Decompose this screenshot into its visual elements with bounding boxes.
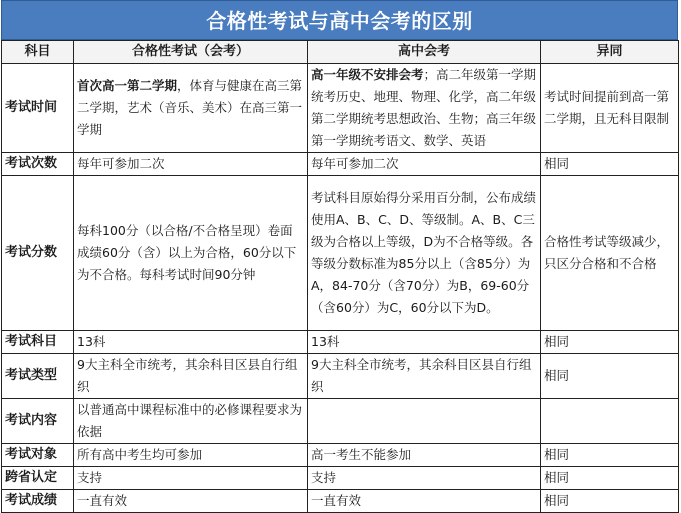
huikao-cell: 高一考生不能参加 (308, 444, 541, 467)
diff-cell: 相同 (541, 331, 679, 354)
qualify-cell: 所有高中考生均可参加 (74, 444, 308, 467)
diff-cell: 相同 (541, 153, 679, 176)
row-label: 考试次数 (2, 153, 74, 176)
row-label: 考试科目 (2, 331, 74, 354)
row-label: 考试时间 (2, 64, 74, 153)
diff-cell: 相同 (541, 354, 679, 399)
qualify-cell: 每年可参加二次 (74, 153, 308, 176)
huikao-cell: 9大主科全市统考，其余科目区县自行组织 (308, 354, 541, 399)
huikao-cell (308, 64, 541, 153)
qualify-cell: 13科 (74, 331, 308, 354)
table-row (2, 490, 679, 513)
qualify-cell: 以普通高中课程标准中的必修课程要求为依据 (74, 399, 308, 444)
huikao-text: ；高二年级第一学期统考历史、地理、物理、化学，高二年级第二学期统考思想政治、生物；高三年级第一学期统考语文、数学、英语 (311, 67, 537, 148)
table-header-row (2, 41, 679, 64)
qualify-text: ，体育与健康在高三第二学期，艺术（音乐、美术）在高三第一学期 (77, 78, 303, 137)
qualify-emphasis: 首次高一第二学期 (77, 78, 178, 93)
diff-cell: 相同 (541, 444, 679, 467)
huikao-cell (308, 399, 541, 444)
qualify-cell: 支持 (74, 467, 308, 490)
table-row (2, 153, 679, 176)
table-row (2, 176, 679, 331)
qualify-cell: 每科100分（以合格/不合格呈现）卷面成绩60分（含）以上为合格，60分以下为不合格。每科考试时间90分钟 (74, 176, 308, 331)
diff-cell: 合格性考试等级减少，只区分合格和不合格 (541, 176, 679, 331)
qualify-cell (74, 64, 308, 153)
qualify-cell: 一直有效 (74, 490, 308, 513)
table-row (2, 467, 679, 490)
row-label: 考试内容 (2, 399, 74, 444)
row-label: 考试对象 (2, 444, 74, 467)
page-title: 合格性考试与高中会考的区别 (1, 0, 678, 40)
huikao-cell: 13科 (308, 331, 541, 354)
diff-cell: 相同 (541, 490, 679, 513)
table-row (2, 64, 679, 153)
table-row (2, 354, 679, 399)
huikao-emphasis: 高一年级不安排会考 (311, 67, 424, 82)
diff-cell (541, 399, 679, 444)
comparison-document (1, 0, 678, 513)
row-label: 考试类型 (2, 354, 74, 399)
huikao-cell: 考试科目原始得分采用百分制，公布成绩使用A、B、C、D、等级制。A、B、C三级为合格以上等级，D为不合格等级。各等级分数标准为85分以上（含85分）为A，84-70分（含70分）为B，69-60分（含60分）为C，60分以下为D。 (308, 176, 541, 331)
huikao-cell: 一直有效 (308, 490, 541, 513)
header-difference: 异同 (541, 41, 679, 64)
diff-cell: 相同 (541, 467, 679, 490)
row-label: 考试成绩 (2, 490, 74, 513)
qualify-cell: 9大主科全市统考，其余科目区县自行组织 (74, 354, 308, 399)
table-row (2, 331, 679, 354)
table-row (2, 399, 679, 444)
huikao-cell: 每年可参加二次 (308, 153, 541, 176)
header-subject: 科目 (2, 41, 74, 64)
huikao-cell: 支持 (308, 467, 541, 490)
table-row (2, 444, 679, 467)
diff-cell: 考试时间提前到高一第二学期，且无科目限制 (541, 64, 679, 153)
row-label: 跨省认定 (2, 467, 74, 490)
header-huikao: 高中会考 (308, 41, 541, 64)
header-qualifying-exam: 合格性考试（会考） (74, 41, 308, 64)
comparison-table (1, 40, 679, 513)
row-label: 考试分数 (2, 176, 74, 331)
